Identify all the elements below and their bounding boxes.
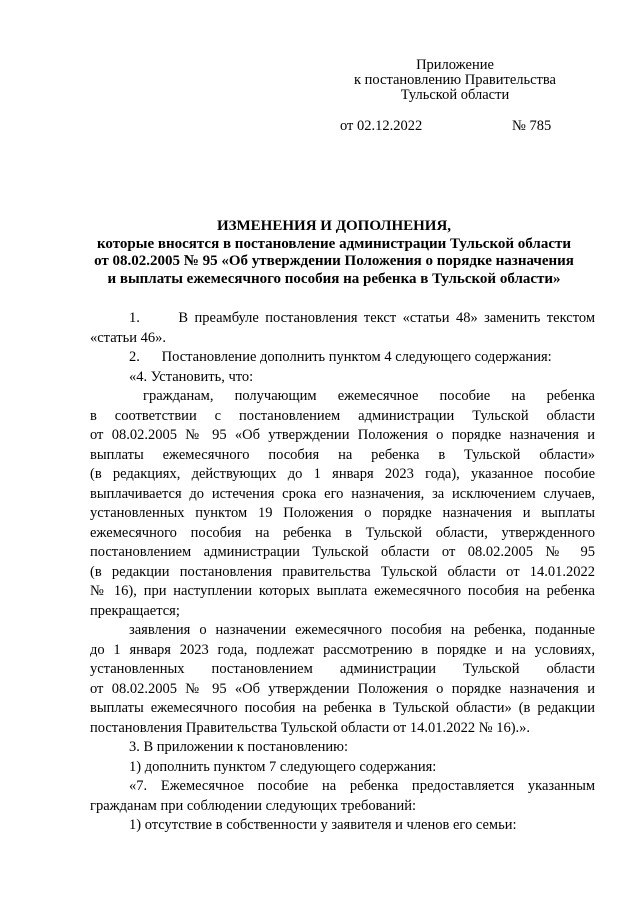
document-body — [90, 309, 595, 836]
paragraph-6: 3. В приложении к постановлению: — [129, 739, 349, 755]
document-title — [90, 218, 578, 288]
paragraph-5 — [90, 621, 595, 738]
paragraph-2: 2. Постановление дополнить пунктом 4 следующего содержания: — [129, 349, 552, 365]
appendix-line: Тульской области — [400, 87, 510, 103]
paragraph-8 — [90, 777, 595, 816]
paragraph-line: ежемесячного пособия на ребенка в Тульской области, утвержденного — [90, 524, 595, 541]
paragraph-line: (в редакции постановления правительства Тульской области от 14.01.2022 — [90, 563, 595, 580]
paragraph-line: заявления о назначении ежемесячного пособия на ребенка, поданные — [129, 622, 595, 638]
paragraph-line: постановлением администрации Тульской области от 08.02.2005 № 95 — [90, 544, 595, 560]
decree-number: № 785 — [512, 118, 552, 134]
paragraph-line: № 16), при наступлении которых выплата ежемесячного пособия на ребенка — [90, 583, 595, 599]
title-line: которые вносятся в постановление администрации Тульской области — [96, 235, 571, 252]
appendix-header — [340, 58, 570, 103]
title-line: и выплаты ежемесячного пособия на ребенка в Тульской области» — [107, 270, 561, 287]
paragraph-9: 1) отсутствие в собственности у заявителя и членов его семьи: — [129, 817, 517, 833]
paragraph-line: гражданам, получающим ежемесячное пособие на ребенка — [143, 388, 595, 404]
paragraph-line: постановления Правительства Тульской области от 14.01.2022 № 16).». — [90, 719, 531, 736]
paragraph-line: от 08.02.2005 № 95 «Об утверждении Положения о порядке назначения и — [90, 680, 595, 697]
paragraph-line: в соответствии с постановлением администрации Тульской области — [90, 407, 595, 424]
paragraph-3: «4. Установить, что: — [129, 368, 254, 385]
title-line: от 08.02.2005 № 95 «Об утверждении Положения о порядке назначения — [94, 253, 574, 269]
paragraph-line: «статьи 46». — [90, 329, 166, 346]
paragraph-line: выплачивается до истечения срока его назначения, за исключением случаев, — [90, 485, 595, 502]
paragraph-line: гражданам при соблюдении следующих требований: — [90, 797, 417, 814]
paragraph-line: от 08.02.2005 № 95 «Об утверждении Положения о порядке назначения и — [90, 427, 595, 443]
paragraph-line: установленных постановлением администрации Тульской области — [90, 661, 595, 677]
paragraph-1 — [90, 309, 595, 348]
paragraph-line: 1. В преамбуле постановления текст «статьи 48» заменить текстом — [129, 310, 595, 326]
paragraph-line: выплаты ежемесячного пособия на ребенка в Тульской области» — [90, 446, 595, 463]
decree-date: от 02.12.2022 — [340, 118, 423, 134]
paragraph-line: до 1 января 2023 года, подлежат рассмотрению в порядке и на условиях, — [90, 641, 595, 658]
appendix-line: к постановлению Правительства — [354, 72, 556, 88]
appendix-line: Приложение — [416, 57, 494, 73]
title-line: ИЗМЕНЕНИЯ И ДОПОЛНЕНИЯ, — [216, 218, 452, 234]
paragraph-7: 1) дополнить пунктом 7 следующего содержания: — [129, 758, 437, 775]
paragraph-line: прекращается; — [90, 602, 180, 619]
paragraph-line: «7. Ежемесячное пособие на ребенка предоставляется указанным — [129, 778, 595, 794]
paragraph-4 — [90, 387, 595, 621]
paragraph-line: выплаты ежемесячного пособия на ребенка в Тульской области» (в редакции — [90, 700, 595, 716]
paragraph-line: (в редакциях, действующих до 1 января 2023 года), указанное пособие — [90, 466, 595, 482]
paragraph-line: установленных пунктом 19 Положения о порядке назначения и выплаты — [90, 505, 595, 521]
